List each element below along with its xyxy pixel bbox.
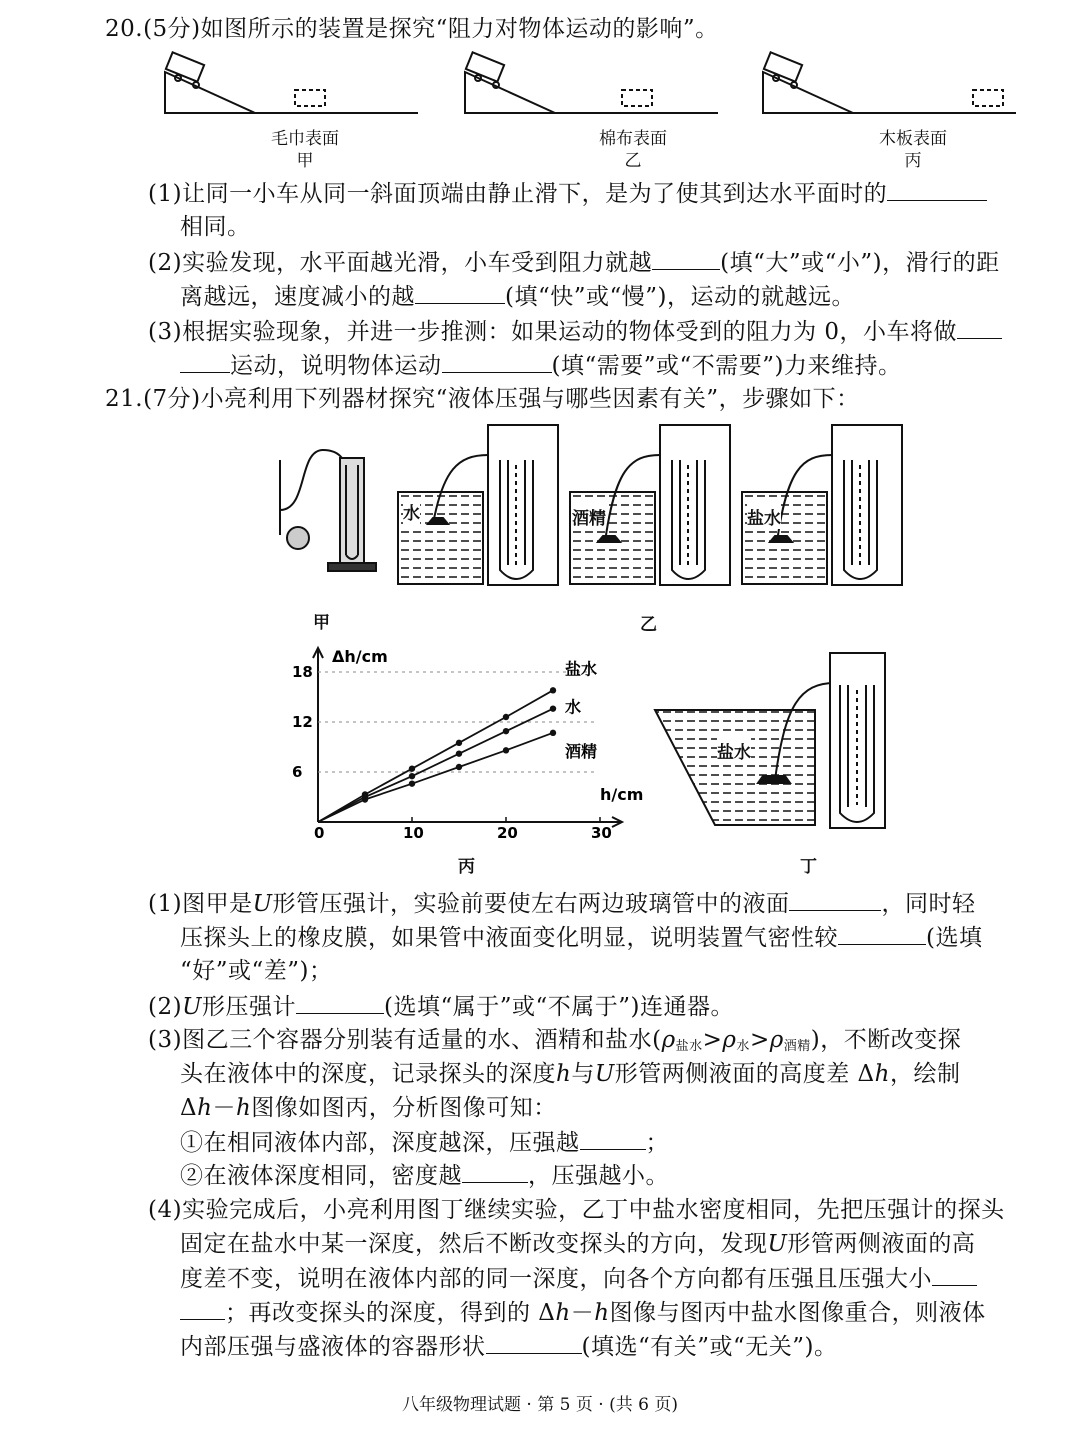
q21-part3: (3)图乙三个容器分别装有适量的水、酒精和盐水$(\rho_{盐水}>\rho_水>\rho_{酒精})$，不断改变探 [148,1027,962,1054]
surface-label-towel: 毛巾表面 [271,129,339,149]
data-point [456,740,462,746]
x-tick-label: 0 [314,824,325,840]
answer-blank[interactable] [180,1297,225,1320]
q21-part4-cont4: 内部压强与盛液体的容器形状 (填选“有关”或“无关”)。 [180,1331,837,1362]
answer-blank[interactable] [789,888,881,911]
q21-part4: (4)实验完成后，小亮利用图丁继续实验，乙丁中盐水密度相同，先把压强计的探头 [148,1197,1005,1223]
x-tick-label: 30 [591,824,612,840]
label-brine: 盐水 [747,504,781,529]
figure-yi-containers [388,420,908,590]
answer-blank[interactable] [838,922,926,945]
y-tick-label: 12 [292,713,313,731]
series-label: 水 [565,697,582,717]
surface-label-wood: 木板表面 [879,129,947,149]
answer-blank[interactable] [932,1263,977,1286]
q21-header: 21.(7分)小亮利用下列器材探究“液体压强与哪些因素有关”，步骤如下： [105,386,860,412]
data-point [503,714,509,720]
q20-incline-figures [160,50,1030,120]
q21-part1-cont2: “好”或“差”)； [180,958,333,984]
q21-part2: (2)U形压强计 (选填“属于”或“不属于”)连通器。 [148,991,734,1022]
figure-name-bing: 丙 [904,151,922,171]
container-water [398,425,558,585]
data-point [409,765,415,771]
q21-part4-cont: 固定在盐水中某一深度，然后不断改变探头的方向，发现U形管两侧液面的高 [180,1231,976,1257]
data-point [456,750,462,756]
answer-blank[interactable] [580,1127,646,1150]
data-point [550,705,556,711]
x-tick-label: 20 [497,824,518,840]
q21-part3-ii: ②在液体深度相同，密度越 ，压强越小。 [180,1160,669,1191]
x-axis-label: h/cm [600,785,644,804]
y-tick-label: 6 [292,763,303,781]
data-point [409,773,415,779]
q20-part2: (2)实验发现，水平面越光滑，小车受到阻力就越 (填“大”或“小”)，滑行的距 [148,247,1000,278]
series-label: 酒精 [565,741,598,761]
series-line-2 [318,733,553,822]
answer-blank[interactable] [462,1160,528,1183]
q20-header: 20.(5分)如图所示的装置是探究“阻力对物体运动的影响”。 [105,16,719,42]
label-alcohol: 酒精 [572,504,606,529]
answer-blank[interactable] [652,247,720,270]
answer-blank[interactable] [957,316,1002,339]
figure-label-yi: 乙 [640,615,657,635]
figure-label-ding: 丁 [800,857,817,877]
q20-part1: (1)让同一小车从同一斜面顶端由静止滑下，是为了使其到达水平面时的 [148,178,987,209]
surface-label-cotton: 棉布表面 [599,129,667,149]
answer-blank[interactable] [180,350,230,373]
answer-blank[interactable] [486,1331,582,1354]
y-axis-label: Δh/cm [332,647,388,666]
q20-part1-cont: 相同。 [180,214,251,240]
answer-blank[interactable] [296,991,384,1014]
x-tick-label: 10 [403,824,424,840]
incline-towel [165,52,418,113]
y-tick-label: 18 [292,663,313,681]
label-water: 水 [403,499,420,524]
figure-name-jia: 甲 [296,151,314,171]
q21-part1: (1)图甲是U形管压强计，实验前要使左右两边玻璃管中的液面 ，同时轻 [148,888,975,919]
label-brine-ding: 盐水 [717,738,751,763]
figure-ding-container [650,645,890,830]
q20-part3: (3)根据实验现象，并进一步推测：如果运动的物体受到的阻力为 0，小车将做 [148,316,1002,347]
figure-name-yi: 乙 [624,151,642,171]
figure-label-bing: 丙 [458,857,475,877]
page-footer: 八年级物理试题 · 第 5 页 · (共 6 页) [402,1395,678,1415]
q21-part3-i: ①在相同液体内部，深度越深，压强越 ； [180,1127,669,1158]
incline-cotton [465,52,718,113]
data-point [409,780,415,786]
answer-blank[interactable] [415,281,505,304]
figure-jia-manometer [268,440,378,580]
answer-blank[interactable] [887,178,987,201]
q20-part2-cont: 离越远，速度减小的越 (填“快”或“慢”)，运动的就越远。 [180,281,855,312]
q21-part3-cont2: Δh－h图像如图丙，分析图像可知： [180,1095,557,1121]
data-point [503,747,509,753]
series-label: 盐水 [565,659,598,679]
data-point [503,728,509,734]
data-point [362,796,368,802]
data-point [550,730,556,736]
q21-part4-cont2: 度差不变，说明在液体内部的同一深度，向各个方向都有压强且压强大小 [180,1263,977,1294]
q20-part3-cont: 运动，说明物体运动 (填“需要”或“不需要”)力来维持。 [180,350,901,381]
q21-part1-cont: 压探头上的橡皮膜，如果管中液面变化明显，说明装置气密性较 (选填 [180,922,982,953]
q21-part4-cont3: ；再改变探头的深度，得到的 Δh－h图像与图丙中盐水图像重合，则液体 [180,1297,986,1328]
figure-bing-chart [280,640,660,840]
data-point [456,764,462,770]
figure-label-jia: 甲 [313,613,330,633]
data-point [550,687,556,693]
incline-wood [763,52,1016,113]
q21-part3-cont: 头在液体中的深度，记录探头的深度h与U形管两侧液面的高度差 Δh，绘制 [180,1061,961,1087]
answer-blank[interactable] [442,350,552,373]
